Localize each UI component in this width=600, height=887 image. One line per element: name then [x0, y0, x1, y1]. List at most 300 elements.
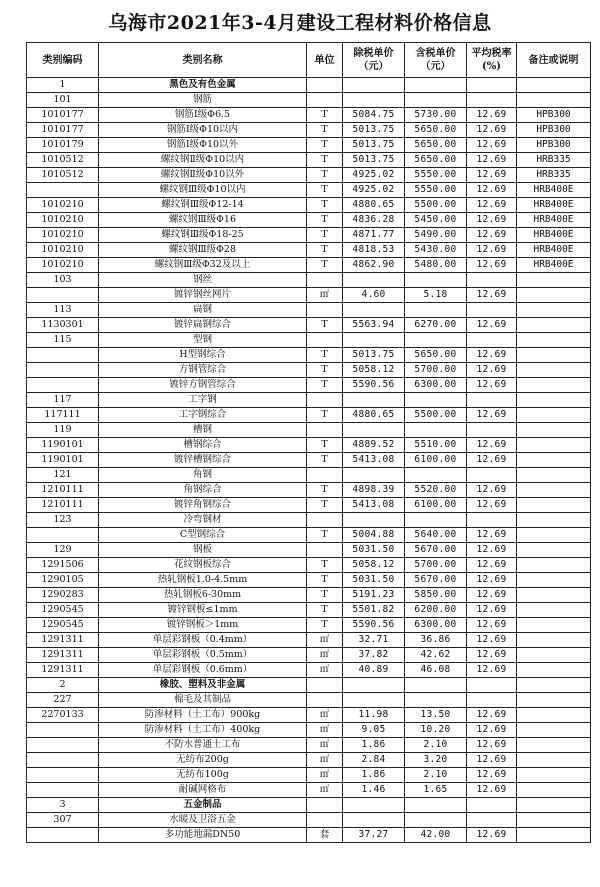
table-row [27, 588, 591, 603]
table-row [27, 423, 591, 438]
note-cell [517, 663, 591, 678]
note-cell [517, 603, 591, 618]
price-inc-tax-cell: 5490.00 [405, 228, 467, 243]
category-code-cell: 115 [27, 333, 99, 348]
category-code-cell [27, 783, 99, 798]
note-cell: HRB400E [517, 228, 591, 243]
category-code-cell: 1130301 [27, 318, 99, 333]
category-code-cell: 117111 [27, 408, 99, 423]
price-inc-tax-cell: 6300.00 [405, 618, 467, 633]
table-row [27, 783, 591, 798]
unit-cell [307, 93, 343, 108]
unit-cell: ㎡ [307, 663, 343, 678]
note-cell [517, 678, 591, 693]
price-inc-tax-cell: 5850.00 [405, 588, 467, 603]
note-cell [517, 723, 591, 738]
price-ex-tax-cell [343, 333, 405, 348]
category-name-cell: 镀锌角钢综合 [99, 498, 307, 513]
unit-cell: ㎡ [307, 288, 343, 303]
price-ex-tax-cell [343, 678, 405, 693]
table-row [27, 558, 591, 573]
price-ex-tax-cell: 1.46 [343, 783, 405, 798]
tax-rate-cell: 12.69 [467, 648, 517, 663]
tax-rate-cell: 12.69 [467, 153, 517, 168]
tax-rate-cell: 12.69 [467, 768, 517, 783]
tax-rate-cell [467, 813, 517, 828]
category-name-cell: 型钢 [99, 333, 307, 348]
category-name-cell: 热轧钢板1.0-4.5mm [99, 573, 307, 588]
table-row [27, 273, 591, 288]
category-name-cell: 角钢综合 [99, 483, 307, 498]
price-inc-tax-cell: 6100.00 [405, 453, 467, 468]
unit-cell: T [307, 363, 343, 378]
table-row [27, 573, 591, 588]
category-code-cell: 1291311 [27, 663, 99, 678]
unit-cell: ㎡ [307, 768, 343, 783]
category-name-cell: 钢筋 [99, 93, 307, 108]
price-ex-tax-cell [343, 78, 405, 93]
category-code-cell: 1010210 [27, 198, 99, 213]
table-row [27, 708, 591, 723]
table-row [27, 243, 591, 258]
header-code: 类别编码 [27, 43, 99, 78]
note-cell [517, 363, 591, 378]
price-ex-tax-cell [343, 93, 405, 108]
table-row [27, 123, 591, 138]
table-row [27, 678, 591, 693]
category-code-cell: 1010512 [27, 153, 99, 168]
category-code-cell: 1291506 [27, 558, 99, 573]
price-inc-tax-cell: 2.10 [405, 768, 467, 783]
table-row [27, 183, 591, 198]
category-code-cell: 1290545 [27, 618, 99, 633]
price-inc-tax-cell: 13.50 [405, 708, 467, 723]
category-name-cell: 无纺布100g [99, 768, 307, 783]
category-code-cell: 1010210 [27, 228, 99, 243]
category-name-cell: 防渗材料（土工布）900kg [99, 708, 307, 723]
unit-cell [307, 543, 343, 558]
category-code-cell: 101 [27, 93, 99, 108]
unit-cell: T [307, 438, 343, 453]
price-inc-tax-cell: 5500.00 [405, 408, 467, 423]
table-row [27, 348, 591, 363]
category-code-cell: 1010210 [27, 258, 99, 273]
header-price-ex-tax: 除税单价（元） [343, 43, 405, 78]
category-name-cell: 钢丝 [99, 273, 307, 288]
note-cell [517, 828, 591, 843]
unit-cell [307, 513, 343, 528]
price-inc-tax-cell: 5730.00 [405, 108, 467, 123]
note-cell [517, 738, 591, 753]
note-cell [517, 423, 591, 438]
price-inc-tax-cell: 6300.00 [405, 378, 467, 393]
price-inc-tax-cell: 5650.00 [405, 153, 467, 168]
note-cell [517, 93, 591, 108]
tax-rate-cell [467, 273, 517, 288]
unit-cell: T [307, 258, 343, 273]
table-row [27, 483, 591, 498]
unit-cell [307, 423, 343, 438]
category-name-cell: 镀锌方钢管综合 [99, 378, 307, 393]
unit-cell [307, 303, 343, 318]
note-cell [517, 498, 591, 513]
table-row [27, 828, 591, 843]
category-code-cell [27, 378, 99, 393]
table-row [27, 618, 591, 633]
tax-rate-cell: 12.69 [467, 243, 517, 258]
category-code-cell: 129 [27, 543, 99, 558]
price-ex-tax-cell: 1.86 [343, 768, 405, 783]
unit-cell: T [307, 588, 343, 603]
category-name-cell: 钢筋Ⅰ级Φ6.5 [99, 108, 307, 123]
note-cell [517, 393, 591, 408]
table-row [27, 453, 591, 468]
unit-cell [307, 798, 343, 813]
category-name-cell: 螺纹钢Ⅲ级Φ32及以上 [99, 258, 307, 273]
tax-rate-cell: 12.69 [467, 438, 517, 453]
category-code-cell: 1010210 [27, 243, 99, 258]
price-inc-tax-cell: 1.65 [405, 783, 467, 798]
unit-cell [307, 273, 343, 288]
note-cell [517, 693, 591, 708]
price-ex-tax-cell: 5191.23 [343, 588, 405, 603]
category-name-cell: 单层彩钢板（0.6mm） [99, 663, 307, 678]
category-name-cell: 防渗材料（土工布）400kg [99, 723, 307, 738]
category-code-cell: 3 [27, 798, 99, 813]
price-inc-tax-cell [405, 798, 467, 813]
note-cell: HRB400E [517, 213, 591, 228]
tax-rate-cell: 12.69 [467, 138, 517, 153]
category-name-cell: 钢筋Ⅰ级Φ10以内 [99, 123, 307, 138]
category-name-cell: 镀锌钢板≤1mm [99, 603, 307, 618]
table-row [27, 333, 591, 348]
category-code-cell: 1291311 [27, 648, 99, 663]
category-name-cell: 槽钢 [99, 423, 307, 438]
price-ex-tax-cell: 5563.94 [343, 318, 405, 333]
category-code-cell: 1210111 [27, 498, 99, 513]
category-code-cell [27, 288, 99, 303]
price-ex-tax-cell [343, 813, 405, 828]
price-ex-tax-cell [343, 423, 405, 438]
note-cell: HRB400E [517, 243, 591, 258]
header-name: 类别名称 [99, 43, 307, 78]
price-inc-tax-cell: 5670.00 [405, 543, 467, 558]
tax-rate-cell: 12.69 [467, 168, 517, 183]
price-inc-tax-cell [405, 468, 467, 483]
unit-cell [307, 78, 343, 93]
note-cell [517, 588, 591, 603]
price-inc-tax-cell: 6200.00 [405, 603, 467, 618]
table-row [27, 813, 591, 828]
tax-rate-cell: 12.69 [467, 228, 517, 243]
price-ex-tax-cell [343, 513, 405, 528]
price-inc-tax-cell: 5550.00 [405, 168, 467, 183]
price-ex-tax-cell: 40.89 [343, 663, 405, 678]
note-cell [517, 468, 591, 483]
tax-rate-cell: 12.69 [467, 378, 517, 393]
price-ex-tax-cell: 5013.75 [343, 348, 405, 363]
unit-cell: T [307, 153, 343, 168]
unit-cell: T [307, 498, 343, 513]
note-cell [517, 768, 591, 783]
price-inc-tax-cell [405, 813, 467, 828]
tax-rate-cell: 12.69 [467, 618, 517, 633]
price-ex-tax-cell: 5013.75 [343, 153, 405, 168]
price-inc-tax-cell: 10.20 [405, 723, 467, 738]
header-unit: 单位 [307, 43, 343, 78]
unit-cell [307, 333, 343, 348]
category-code-cell: 2270133 [27, 708, 99, 723]
category-code-cell: 227 [27, 693, 99, 708]
unit-cell: T [307, 573, 343, 588]
note-cell: HRB400E [517, 258, 591, 273]
price-ex-tax-cell: 5031.50 [343, 573, 405, 588]
unit-cell: T [307, 348, 343, 363]
category-code-cell: 123 [27, 513, 99, 528]
tax-rate-cell: 12.69 [467, 573, 517, 588]
note-cell [517, 378, 591, 393]
category-code-cell: 1291311 [27, 633, 99, 648]
table-row [27, 318, 591, 333]
price-inc-tax-cell: 5700.00 [405, 363, 467, 378]
category-name-cell: 五金制品 [99, 798, 307, 813]
note-cell [517, 528, 591, 543]
category-code-cell [27, 528, 99, 543]
category-name-cell: 钢筋Ⅰ级Φ10以外 [99, 138, 307, 153]
note-cell [517, 783, 591, 798]
tax-rate-cell [467, 468, 517, 483]
category-code-cell: 121 [27, 468, 99, 483]
tax-rate-cell: 12.69 [467, 558, 517, 573]
note-cell: HPB300 [517, 138, 591, 153]
table-row [27, 138, 591, 153]
note-cell [517, 78, 591, 93]
note-cell [517, 813, 591, 828]
note-cell [517, 708, 591, 723]
table-row [27, 513, 591, 528]
category-name-cell: 工字钢综合 [99, 408, 307, 423]
category-code-cell: 1010177 [27, 108, 99, 123]
price-ex-tax-cell: 9.05 [343, 723, 405, 738]
price-ex-tax-cell: 5013.75 [343, 123, 405, 138]
category-code-cell: 1210111 [27, 483, 99, 498]
price-ex-tax-cell: 4889.52 [343, 438, 405, 453]
table-row [27, 303, 591, 318]
unit-cell: T [307, 618, 343, 633]
price-ex-tax-cell: 5590.56 [343, 618, 405, 633]
price-ex-tax-cell: 4880.65 [343, 198, 405, 213]
price-ex-tax-cell [343, 798, 405, 813]
category-code-cell: 113 [27, 303, 99, 318]
note-cell [517, 573, 591, 588]
price-ex-tax-cell [343, 303, 405, 318]
category-name-cell: 无纺布200g [99, 753, 307, 768]
table-row [27, 408, 591, 423]
note-cell [517, 483, 591, 498]
category-name-cell: 方钢管综合 [99, 363, 307, 378]
price-ex-tax-cell: 4880.65 [343, 408, 405, 423]
category-code-cell [27, 363, 99, 378]
tax-rate-cell: 12.69 [467, 183, 517, 198]
category-name-cell: 螺纹钢Ⅲ级Φ16 [99, 213, 307, 228]
unit-cell [307, 693, 343, 708]
table-row [27, 753, 591, 768]
unit-cell: T [307, 558, 343, 573]
price-inc-tax-cell: 5510.00 [405, 438, 467, 453]
tax-rate-cell: 12.69 [467, 528, 517, 543]
table-row [27, 603, 591, 618]
category-code-cell [27, 738, 99, 753]
price-inc-tax-cell: 6100.00 [405, 498, 467, 513]
price-ex-tax-cell: 5031.50 [343, 543, 405, 558]
tax-rate-cell: 12.69 [467, 633, 517, 648]
price-inc-tax-cell: 5700.00 [405, 558, 467, 573]
price-ex-tax-cell: 1.86 [343, 738, 405, 753]
price-ex-tax-cell [343, 468, 405, 483]
tax-rate-cell: 12.69 [467, 363, 517, 378]
table-row [27, 528, 591, 543]
price-inc-tax-cell: 2.10 [405, 738, 467, 753]
header-row [27, 43, 591, 78]
price-ex-tax-cell: 32.71 [343, 633, 405, 648]
table-row [27, 363, 591, 378]
note-cell: HPB300 [517, 123, 591, 138]
tax-rate-cell: 12.69 [467, 108, 517, 123]
price-ex-tax-cell [343, 393, 405, 408]
category-code-cell: 2 [27, 678, 99, 693]
price-inc-tax-cell: 42.00 [405, 828, 467, 843]
unit-cell: ㎡ [307, 708, 343, 723]
note-cell: HRB335 [517, 168, 591, 183]
header-note: 备注或说明 [517, 43, 591, 78]
table-row [27, 468, 591, 483]
category-name-cell: 冷弯钢材 [99, 513, 307, 528]
note-cell [517, 798, 591, 813]
table-row [27, 543, 591, 558]
category-name-cell: 镀锌槽钢综合 [99, 453, 307, 468]
unit-cell: ㎡ [307, 783, 343, 798]
note-cell [517, 273, 591, 288]
table-row [27, 93, 591, 108]
price-ex-tax-cell: 5013.75 [343, 138, 405, 153]
unit-cell: T [307, 168, 343, 183]
price-ex-tax-cell: 4862.90 [343, 258, 405, 273]
category-code-cell: 1010179 [27, 138, 99, 153]
tax-rate-cell [467, 798, 517, 813]
category-code-cell: 119 [27, 423, 99, 438]
note-cell [517, 513, 591, 528]
category-name-cell: 镀锌钢丝网片 [99, 288, 307, 303]
table-row [27, 78, 591, 93]
tax-rate-cell [467, 93, 517, 108]
price-ex-tax-cell [343, 693, 405, 708]
table-row [27, 108, 591, 123]
price-inc-tax-cell [405, 678, 467, 693]
category-code-cell: 1 [27, 78, 99, 93]
note-cell [517, 288, 591, 303]
unit-cell: ㎡ [307, 648, 343, 663]
price-ex-tax-cell: 37.27 [343, 828, 405, 843]
category-code-cell: 1290283 [27, 588, 99, 603]
price-ex-tax-cell: 5004.88 [343, 528, 405, 543]
category-name-cell: 钢板 [99, 543, 307, 558]
category-name-cell: 橡胶、塑料及非金属 [99, 678, 307, 693]
price-inc-tax-cell: 5650.00 [405, 138, 467, 153]
category-name-cell: 螺纹钢Ⅲ级Φ18-25 [99, 228, 307, 243]
unit-cell: T [307, 603, 343, 618]
price-table [26, 42, 591, 843]
table-row [27, 438, 591, 453]
unit-cell: T [307, 318, 343, 333]
category-code-cell [27, 183, 99, 198]
tax-rate-cell: 12.69 [467, 543, 517, 558]
tax-rate-cell: 12.69 [467, 723, 517, 738]
price-ex-tax-cell: 5413.08 [343, 453, 405, 468]
tax-rate-cell: 12.69 [467, 258, 517, 273]
tax-rate-cell [467, 513, 517, 528]
tax-rate-cell [467, 423, 517, 438]
unit-cell: 套 [307, 828, 343, 843]
table-row [27, 168, 591, 183]
table-row [27, 258, 591, 273]
tax-rate-cell: 12.69 [467, 453, 517, 468]
unit-cell [307, 678, 343, 693]
tax-rate-cell: 12.69 [467, 348, 517, 363]
price-inc-tax-cell: 5640.00 [405, 528, 467, 543]
category-name-cell: 槽钢综合 [99, 438, 307, 453]
price-ex-tax-cell: 2.84 [343, 753, 405, 768]
price-inc-tax-cell [405, 393, 467, 408]
note-cell: HRB335 [517, 153, 591, 168]
price-ex-tax-cell: 37.82 [343, 648, 405, 663]
price-inc-tax-cell [405, 423, 467, 438]
unit-cell: ㎡ [307, 753, 343, 768]
category-code-cell: 1010177 [27, 123, 99, 138]
table-row [27, 768, 591, 783]
price-ex-tax-cell: 5590.56 [343, 378, 405, 393]
unit-cell [307, 813, 343, 828]
category-name-cell: 螺纹钢Ⅲ级Φ28 [99, 243, 307, 258]
price-ex-tax-cell: 4871.77 [343, 228, 405, 243]
price-inc-tax-cell [405, 333, 467, 348]
tax-rate-cell: 12.69 [467, 708, 517, 723]
unit-cell: T [307, 123, 343, 138]
tax-rate-cell [467, 303, 517, 318]
table-row [27, 798, 591, 813]
category-name-cell: 扁钢 [99, 303, 307, 318]
price-inc-tax-cell: 36.86 [405, 633, 467, 648]
category-name-cell: 多功能地漏DN50 [99, 828, 307, 843]
price-inc-tax-cell: 5500.00 [405, 198, 467, 213]
price-ex-tax-cell: 11.98 [343, 708, 405, 723]
tax-rate-cell: 12.69 [467, 213, 517, 228]
unit-cell: T [307, 108, 343, 123]
category-name-cell: 螺纹钢Ⅱ级Φ10以内 [99, 153, 307, 168]
category-code-cell [27, 768, 99, 783]
tax-rate-cell: 12.69 [467, 198, 517, 213]
price-inc-tax-cell [405, 303, 467, 318]
category-code-cell: 1190101 [27, 438, 99, 453]
price-inc-tax-cell: 5670.00 [405, 573, 467, 588]
note-cell [517, 318, 591, 333]
price-inc-tax-cell: 5550.00 [405, 183, 467, 198]
note-cell [517, 633, 591, 648]
category-name-cell: 螺纹钢Ⅲ级Φ12-14 [99, 198, 307, 213]
price-inc-tax-cell [405, 78, 467, 93]
note-cell [517, 408, 591, 423]
note-cell: HRB400E [517, 183, 591, 198]
table-row [27, 648, 591, 663]
